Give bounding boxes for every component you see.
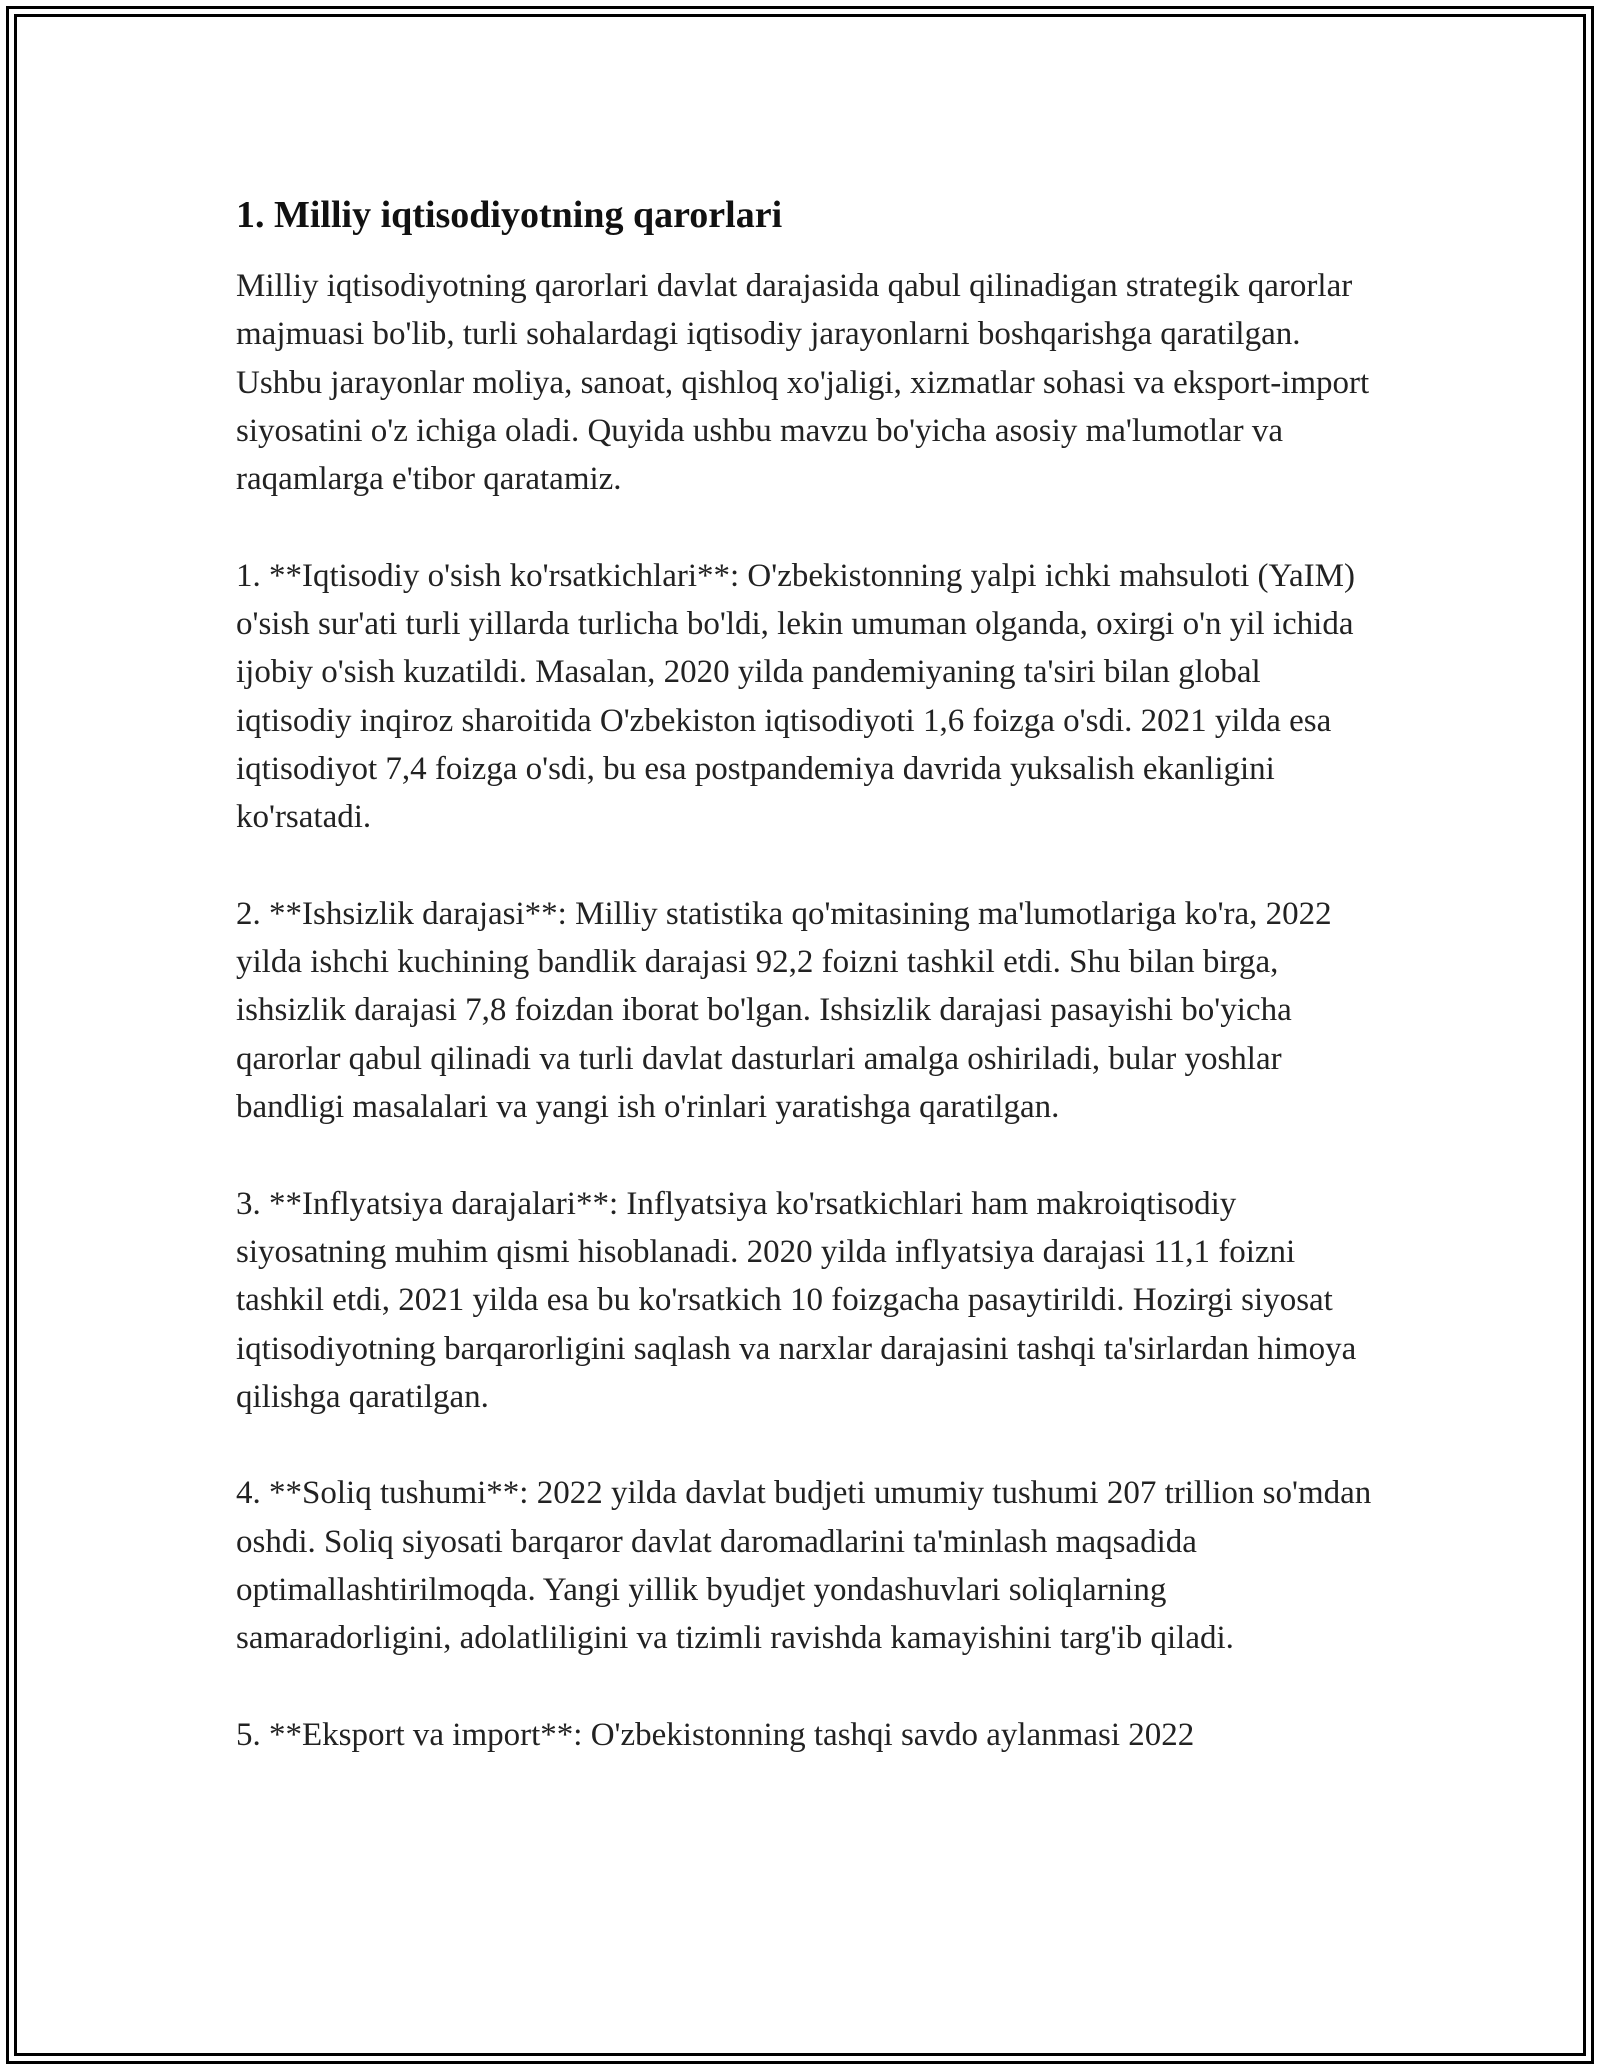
paragraph-intro: Milliy iqtisodiyotning qarorlari davlat darajasida qabul qilinadigan strategik qarorlar majmuasi bo'lib, turli sohalardagi iqtisodiy jarayonlarni boshqarishga qaratilgan. Ushbu jarayonlar moliya, sanoat, qishloq xo'jaligi, xizmatlar sohasi va eksport-import siyosatini o'z ichiga oladi. Quyida ushbu mavzu bo'yicha asosiy ma'lumotlar va raqamlarga e'tibor qaratamiz.	[236, 268, 1370, 498]
paragraph-economic-growth: 1. **Iqtisodiy o'sish ko'rsatkichlari**: O'zbekistonning yalpi ichki mahsuloti (YaIM) o'sish sur'ati turli yillarda turlicha bo'ldi, lekin umuman olganda, oxirgi o'n yil ichida ijobiy o'sish kuzatildi. Masalan, 2020 yilda pandemiyaning ta'siri bilan global iqtisodiy inqiroz sharoitida O'zbekiston iqtisodiyoti 1,6 foizga o'sdi. 2021 yilda esa iqtisodiyot 7,4 foizga o'sdi, bu esa postpandemiya davrida yuksalish ekanligini ko'rsatadi.	[236, 557, 1355, 836]
paragraph-unemployment: 2. **Ishsizlik darajasi**: Milliy statistika qo'mitasining ma'lumotlariga ko'ra, 2022 yilda ishchi kuchining bandlik darajasi 92,2 foizni tashkil etdi. Shu bilan birga, ishsizlik darajasi 7,8 foizdan iborat bo'lgan. Ishsizlik darajasi pasayishi bo'yicha qarorlar qabul qilinadi va turli davlat dasturlari amalga oshiriladi, bular yoshlar bandligi masalalari va yangi ish o'rinlari yaratishga qaratilgan.	[236, 895, 1332, 1126]
paragraph-tax-revenue: 4. **Soliq tushumi**: 2022 yilda davlat budjeti umumiy tushumi 207 trillion so'mdan oshdi. Soliq siyosati barqaror davlat daromadlarini ta'minlash maqsadida optimallashtirilmoqda. Yangi yillik byudjet yondashuvlari soliqlarning samaradorligini, adolatliligini va tizimli ravishda kamayishini targ'ib qiladi.	[236, 1475, 1372, 1657]
document-body	[236, 188, 1376, 1808]
paragraph-inflation: 3. **Inflyatsiya darajalari**: Inflyatsiya ko'rsatkichlari ham makroiqtisodiy siyosatning muhim qismi hisoblanadi. 2020 yilda inflyatsiya darajasi 11,1 foizni tashkil etdi, 2021 yilda esa bu ko'rsatkich 10 foizgacha pasaytirildi. Hozirgi siyosat iqtisodiyotning barqarorligini saqlash va narxlar darajasini tashqi ta'sirlardan himoya qilishga qaratilgan.	[236, 1185, 1357, 1415]
document-title: 1. Milliy iqtisodiyotning qarorlari	[236, 194, 783, 236]
paragraph-export-import: 5. **Eksport va import**: O'zbekistonning tashqi savdo aylanmasi 2022	[236, 1716, 1195, 1753]
